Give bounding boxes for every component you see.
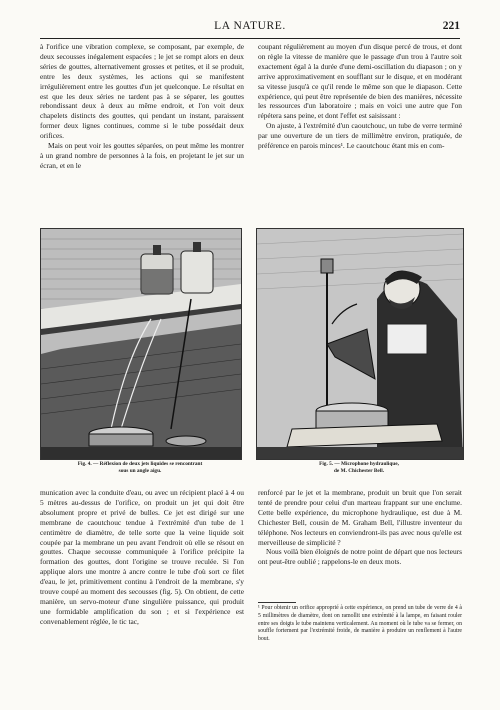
paragraph: On ajuste, à l'extrémité d'un caoutchouc, un tube de verre terminé par une ouverture de un tiers de millimètre environ, pratiquée, de préférence en parois minces¹. Le caoutchouc étant mis en com- xyxy=(258,121,462,151)
paragraph: Mais on peut voir les gouttes séparées, on peut même les montrer à un grand nombre de personnes à la fois, en projetant le jet sur un écran, et en le xyxy=(40,141,244,170)
footnote: ¹ Pour obtenir un orifice approprié à cette expérience, on prend un tube de verre de 4 à 5 millimètres de diamètre, dont on ramollit une extrémité à la lampe, en faisant rouler entre ses doigts le tube maintenu verticalement. Au moment où le tube va se fermer, on souffle fortement par l'extrémité froide, de manière à produire un renflement à l'autre bout. xyxy=(258,605,462,643)
figure-4-engraving xyxy=(40,228,242,460)
figure-5-engraving xyxy=(256,228,464,460)
paragraph: coupant régulièrement au moyen d'un disque percé de trous, et dont on règle la vitesse de manière que le passage d'un trou à l'autre soit exactement égal à la durée d'une demi-oscillation du diapason ; on y arrive approximativement en soufflant sur le disque, et en modérant sa vitesse jusqu'à ce qu'il rende le même son que le diapason. Cette expérience, qui peut être représentée de bien des manières, nécessite les ressources d'un laboratoire ; mais en voici une autre que l'on répétera sans peine, et dont l'effet est saisissant : xyxy=(258,42,462,121)
paragraph: renforcé par le jet et la membrane, produit un bruit que l'on serait tenté de prendre pour celui d'un marteau frappant sur une enclume. Cette belle expérience, du microphone hydraulique, est due à M. Chichester Bell, cousin de M. Graham Bell, l'illustre inventeur du téléphone. Nos lecteurs en conviendront-ils pas avec nous qu'elle est merveilleuse de simplicité ? xyxy=(258,488,462,547)
figure-5-caption xyxy=(256,461,462,475)
header-rule xyxy=(40,38,460,39)
caption-line: sous un angle aigu. xyxy=(118,468,162,474)
page-number: 221 xyxy=(442,20,460,32)
paragraph: Nous voilà bien éloignés de notre point de départ que nos lecteurs ont peut-être oublié ; rappelons-le en deux mots. xyxy=(258,547,462,567)
caption-line: Fig. 5. — Microphone hydraulique, xyxy=(319,461,399,467)
paragraph: munication avec la conduite d'eau, ou avec un récipient placé à 4 ou 5 mètres au-dessus de l'orifice, on produit un jet qui doit être absolument propre et privé de bulles. Ce jet est dirigé sur une membrane de caoutchouc tendue à l'extrémité d'un tube de 1 centimètre de diamètre, de telle sorte que la veine liquide soit coupée par la membrane un peu avant l'endroit où elle se résout en gouttes. Chaque secousse communiquée à l'orifice précipite la formation des gouttes, dont l'origine se trouve reculée. Si l'on applique alors une montre à ancre contre le tube d'où sort ce filet d'eau, le jet, primitivement continu à l'endroit de la membrane, s'y trouve coupé au moment des secousses (fig. 5). On obtient, de cette manière, un servo-moteur d'une singulière puissance, qui produit une formidable amplification du son ; et si l'expérience est convenablement réglée, le tic tac, xyxy=(40,488,244,626)
left-column-bottom xyxy=(40,488,244,627)
figure-4-caption xyxy=(40,461,240,475)
right-column-bottom xyxy=(258,488,462,567)
footnote-rule xyxy=(258,602,296,603)
right-column-top xyxy=(258,42,462,151)
caption-line: de M. Chichester Bell. xyxy=(333,468,385,474)
paragraph: à l'orifice une vibration complexe, se composant, par exemple, de deux secousses inégalement espacées ; le jet se rompt alors en deux séries de gouttes, alternativement grosses et petites, et il se produit, entre les deux systèmes, les actions qui se manifestent irrégulièrement entre les gouttes d'un jet quelconque. Le résultat en est que les deux séries ne tardent pas à se séparer, les gouttes rebondissant deux à deux au même endroit, et l'on voit deux chapelets distincts des gouttes, qui pendant un instant, paraissent former deux lignes continues, comme si le tube possédait deux orifices. xyxy=(40,42,244,141)
page-header xyxy=(40,20,460,40)
left-column-top xyxy=(40,42,244,171)
running-title: LA NATURE. xyxy=(214,20,286,32)
caption-line: Fig. 4. — Réflexion de deux jets liquides se rencontrant xyxy=(77,461,203,467)
